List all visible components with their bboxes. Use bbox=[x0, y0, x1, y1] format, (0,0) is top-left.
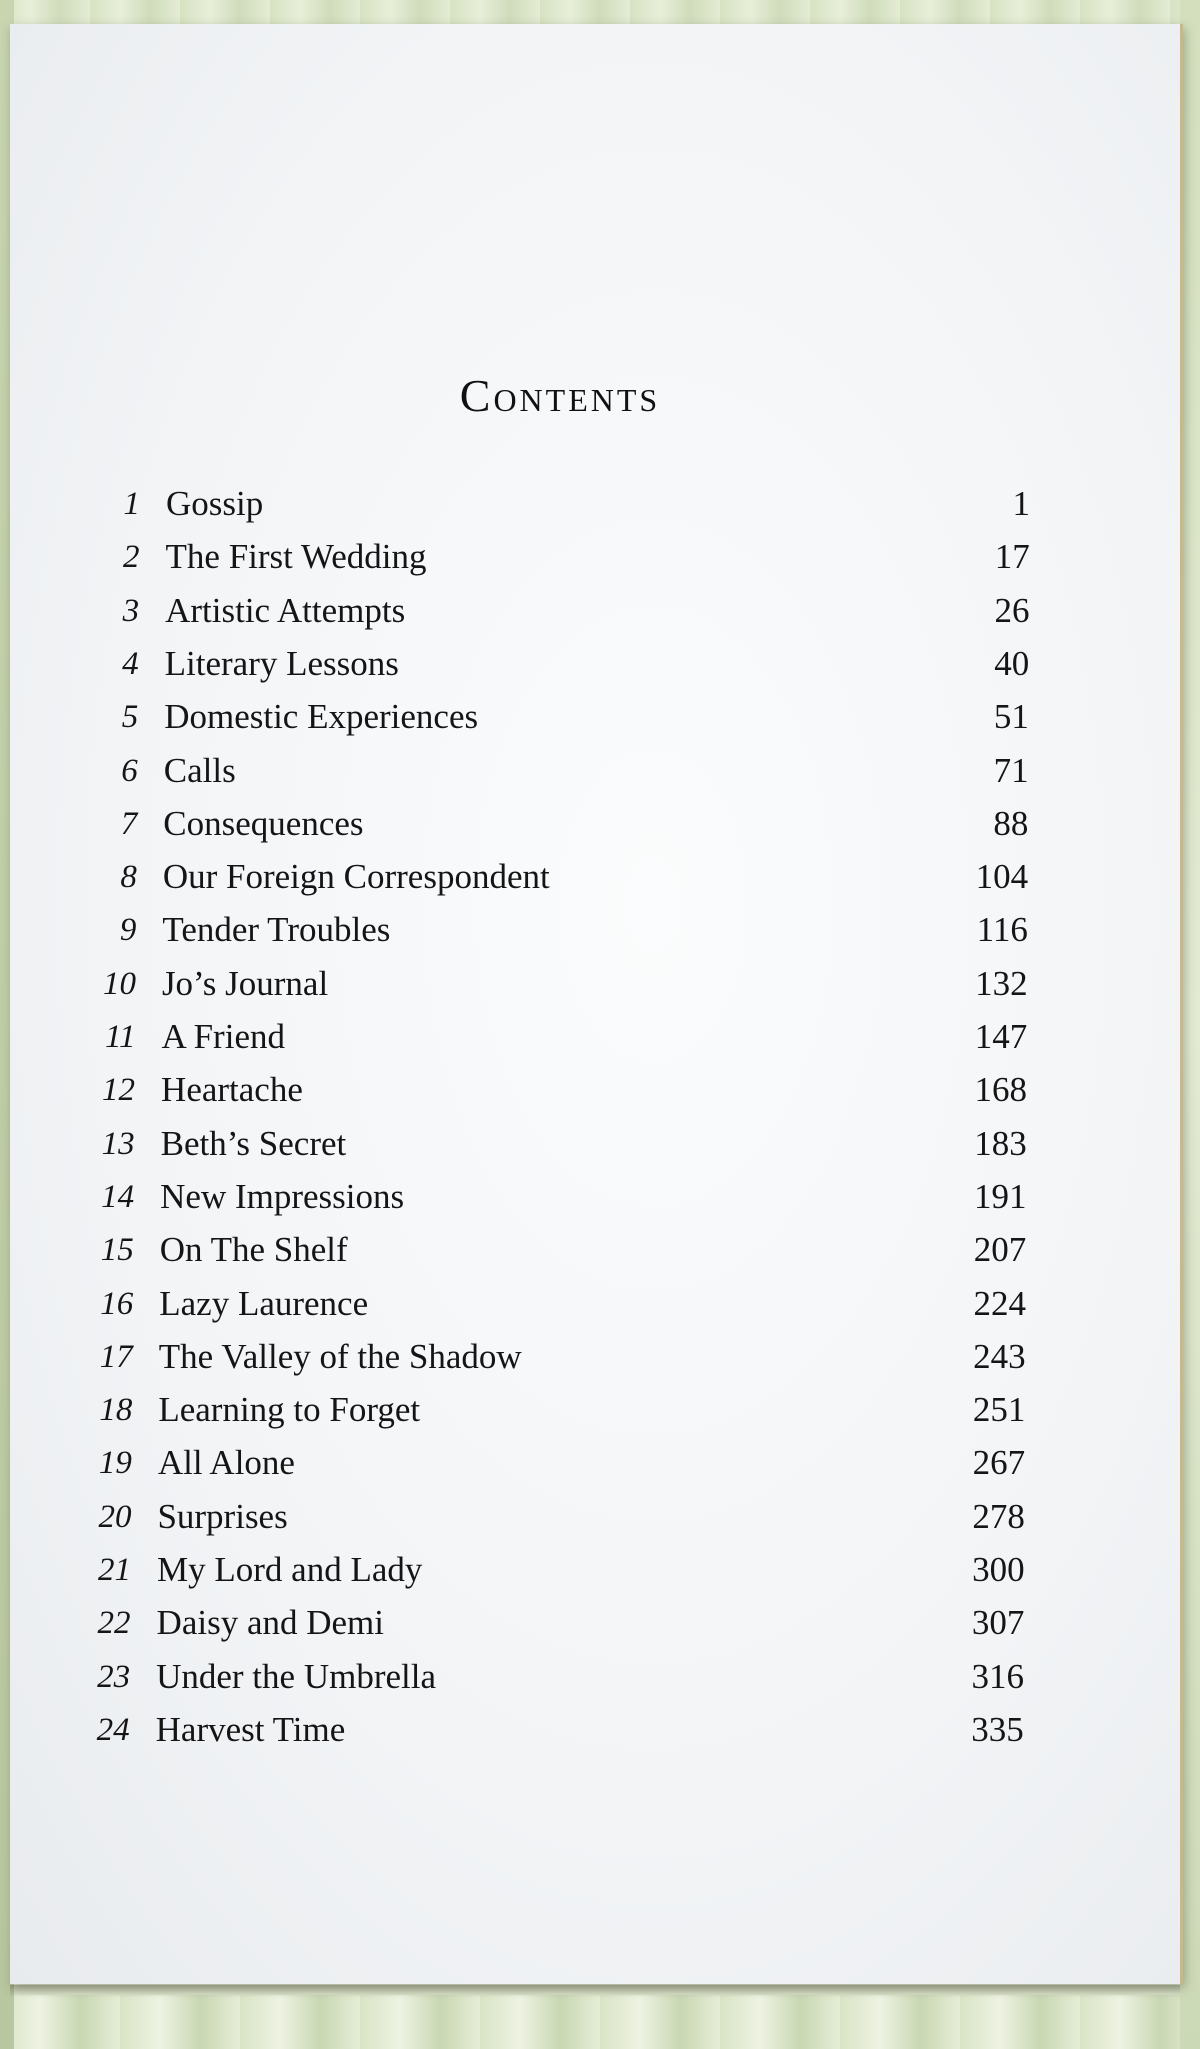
chapter-title: The First Wedding bbox=[165, 537, 427, 577]
chapter-number: 8 bbox=[120, 859, 137, 896]
background-wall-bottom bbox=[0, 1995, 1200, 2049]
chapter-title: Surprises bbox=[157, 1496, 288, 1536]
chapter-number: 5 bbox=[121, 699, 139, 736]
chapter-page-number: 26 bbox=[994, 590, 1030, 630]
chapter-number: 21 bbox=[98, 1552, 131, 1588]
chapter-title: Tender Troubles bbox=[162, 910, 391, 950]
chapter-title: Consequences bbox=[163, 803, 364, 843]
chapter-title: A Friend bbox=[161, 1017, 285, 1056]
toc-row bbox=[10, 1119, 1180, 1169]
toc-row bbox=[10, 586, 1180, 636]
chapter-number: 15 bbox=[100, 1232, 134, 1269]
chapter-page-number: 267 bbox=[972, 1443, 1026, 1483]
chapter-page-number: 224 bbox=[973, 1283, 1026, 1323]
chapter-number: 20 bbox=[98, 1498, 132, 1535]
background-wall-right bbox=[1180, 0, 1200, 2049]
chapter-title: Harvest Time bbox=[155, 1709, 346, 1749]
toc-row bbox=[10, 532, 1180, 582]
toc-row bbox=[10, 1598, 1180, 1648]
toc-row bbox=[10, 1012, 1180, 1062]
chapter-title: Beth’s Secret bbox=[160, 1123, 347, 1163]
chapter-title: Our Foreign Correspondent bbox=[162, 857, 550, 897]
toc-row bbox=[10, 1438, 1180, 1488]
toc-row bbox=[10, 1705, 1180, 1755]
chapter-page-number: 251 bbox=[972, 1390, 1026, 1430]
chapter-number: 24 bbox=[96, 1711, 130, 1748]
toc-row bbox=[10, 1065, 1180, 1115]
toc-row bbox=[10, 1225, 1180, 1275]
chapter-number: 19 bbox=[98, 1445, 132, 1482]
book-page bbox=[10, 24, 1183, 1984]
chapter-title: Jo’s Journal bbox=[161, 963, 329, 1003]
chapter-number: 2 bbox=[123, 539, 140, 576]
chapter-title: Lazy Laurence bbox=[159, 1283, 369, 1323]
chapter-title: Calls bbox=[163, 750, 236, 790]
chapter-page-number: 243 bbox=[973, 1336, 1026, 1376]
toc-row bbox=[10, 905, 1180, 955]
chapter-number: 13 bbox=[101, 1125, 135, 1162]
chapter-page-number: 207 bbox=[973, 1230, 1027, 1270]
chapter-number: 17 bbox=[99, 1338, 133, 1375]
chapter-number: 7 bbox=[120, 805, 138, 842]
chapter-page-number: 147 bbox=[974, 1017, 1028, 1056]
chapter-title: Literary Lessons bbox=[164, 643, 399, 683]
chapter-page-number: 88 bbox=[993, 803, 1029, 843]
chapter-page-number: 104 bbox=[975, 857, 1029, 897]
toc-row bbox=[10, 1652, 1180, 1702]
chapter-title: Daisy and Demi bbox=[156, 1603, 384, 1643]
chapter-page-number: 183 bbox=[974, 1123, 1027, 1163]
chapter-number: 10 bbox=[102, 965, 136, 1002]
chapter-page-number: 40 bbox=[994, 643, 1030, 683]
chapter-number: 14 bbox=[101, 1178, 135, 1215]
chapter-page-number: 300 bbox=[972, 1550, 1025, 1589]
chapter-page-number: 278 bbox=[972, 1496, 1025, 1536]
chapter-title: Artistic Attempts bbox=[165, 590, 406, 630]
chapter-page-number: 335 bbox=[971, 1709, 1024, 1749]
chapter-number: 18 bbox=[99, 1392, 133, 1429]
chapter-page-number: 168 bbox=[974, 1070, 1028, 1110]
chapter-title: The Valley of the Shadow bbox=[158, 1336, 522, 1376]
chapter-number: 23 bbox=[97, 1658, 131, 1695]
chapter-page-number: 51 bbox=[993, 697, 1029, 737]
toc-row bbox=[10, 1332, 1180, 1382]
contents-heading: Contents bbox=[459, 370, 661, 421]
toc-row bbox=[10, 746, 1180, 796]
chapter-page-number: 307 bbox=[971, 1603, 1025, 1643]
chapter-number: 4 bbox=[122, 645, 139, 682]
chapter-page-number: 132 bbox=[975, 963, 1028, 1003]
chapter-number: 1 bbox=[123, 486, 140, 522]
toc-row bbox=[10, 799, 1180, 849]
chapter-title: All Alone bbox=[157, 1443, 295, 1483]
chapter-title: On The Shelf bbox=[159, 1230, 348, 1270]
toc-row bbox=[10, 479, 1180, 529]
chapter-number: 22 bbox=[97, 1605, 131, 1642]
toc-row bbox=[10, 1279, 1180, 1329]
chapter-number: 12 bbox=[102, 1072, 136, 1109]
toc-row bbox=[10, 959, 1180, 1009]
chapter-page-number: 71 bbox=[993, 750, 1029, 790]
chapter-title: Learning to Forget bbox=[158, 1390, 421, 1430]
chapter-title: Under the Umbrella bbox=[156, 1656, 436, 1696]
toc-row bbox=[10, 639, 1180, 689]
chapter-title: My Lord and Lady bbox=[157, 1550, 423, 1589]
page-shadow bbox=[10, 1985, 1180, 1997]
chapter-page-number: 1 bbox=[1012, 484, 1030, 523]
chapter-number: 6 bbox=[121, 752, 138, 789]
chapter-page-number: 17 bbox=[994, 537, 1030, 577]
chapter-number: 9 bbox=[119, 912, 137, 949]
chapter-title: New Impressions bbox=[160, 1176, 405, 1216]
chapter-page-number: 316 bbox=[971, 1656, 1025, 1696]
chapter-number: 16 bbox=[100, 1285, 134, 1322]
chapter-page-number: 191 bbox=[973, 1176, 1027, 1216]
chapter-page-number: 116 bbox=[976, 910, 1028, 950]
chapter-title: Heartache bbox=[161, 1070, 303, 1110]
chapter-title: Domestic Experiences bbox=[164, 697, 479, 737]
toc-row bbox=[10, 1172, 1180, 1222]
toc-row bbox=[10, 692, 1180, 742]
table-of-contents bbox=[10, 24, 1180, 1984]
toc-row bbox=[10, 852, 1180, 902]
toc-row bbox=[10, 1385, 1180, 1435]
chapter-number: 11 bbox=[104, 1019, 136, 1055]
chapter-number: 3 bbox=[122, 592, 140, 629]
toc-row bbox=[10, 1492, 1180, 1542]
chapter-title: Gossip bbox=[166, 484, 264, 523]
toc-row bbox=[10, 1545, 1180, 1595]
